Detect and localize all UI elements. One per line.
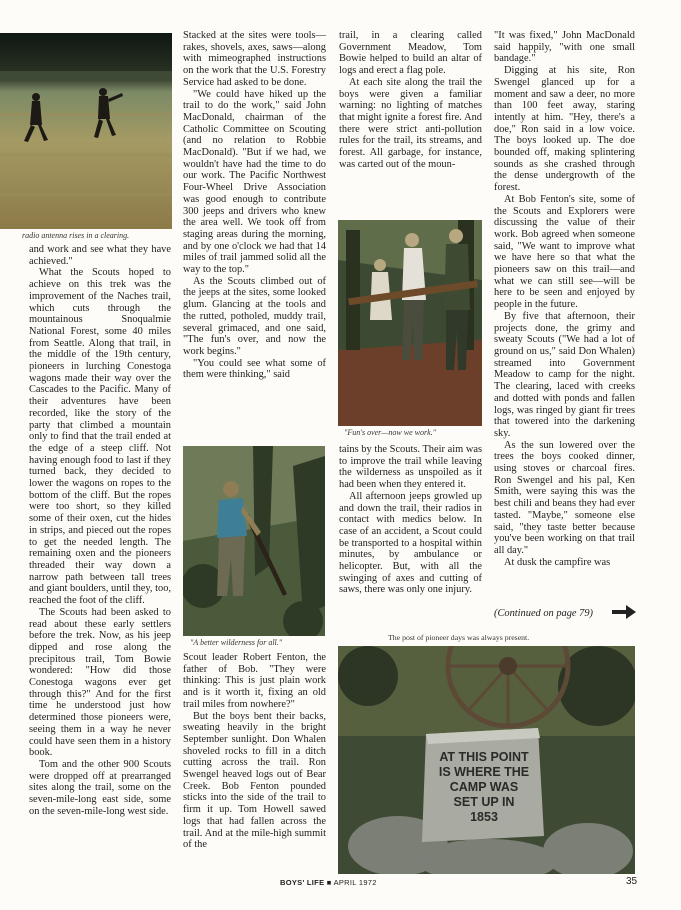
field-photo	[0, 33, 172, 229]
inscription-line: SET UP IN	[453, 795, 515, 809]
paragraph: But the boys bent their backs, sweating heavily in the bright September sunlight. Don Whalen shoveled rocks to fill in a ditch cutting across the trail. Ron Swengel heaved logs out of Bear Creek. Bob Fenton pounded sticks into the side of the trail to firm it up. Tom Howell sawed logs that had fallen across the trail. And at the mile-high summit of the	[183, 710, 326, 851]
marker-caption: The post of pioneer days was always present.	[388, 633, 530, 642]
column-4	[494, 30, 635, 568]
paragraph: "You could see what some of them were thinking," said	[183, 357, 326, 381]
scouts-photo	[338, 220, 482, 426]
column-2-top	[183, 30, 326, 381]
inscription-line: IS WHERE THE	[438, 765, 530, 779]
paragraph: "We could have hiked up the trail to do the work," said John MacDonald, chairman of the Catholic Committee on Scouting (and no relation to Robbie MacDonald). "But if we had, we wouldn't have had the time to do our work. The Pacific Northwest Four-Wheel Drive Association was good enough to contribute 300 jeeps and drivers who knew the area well. We took off from staging areas during the morning, and by one o'clock we had that 14 miles of trail jammed solid all the way to the top."	[183, 88, 326, 276]
paragraph: As the sun lowered over the trees the boys cooked dinner, using stoves or charcoal fires. Ron Swengel and his pal, Ken Smith, were saying this was the best chili and beans they had ever tasted. "Maybe," someone else said, "they taste better because you've been working on that trail all day."	[494, 439, 635, 556]
paragraph: As the Scouts climbed out of the jeeps at the sites, some looked glum. Glancing at the tools and the rutted, potholed, muddy trail, several grimaced, and one said, "The fun's over, and now the work begins."	[183, 275, 326, 357]
paragraph: What the Scouts hoped to achieve on this trek was the improvement of the Naches trail, which cuts through the mountainous Snoqualmie National Forest, some 40 miles from Seattle. Along that trail, in the middle of the 19th century, pioneers in lurching Conestoga wagons made their way over the Cascades to the Pacific. Many of their adventures have been recorded, like the story of the party that climbed a mountain only to find that the trail ended at the edge of a steep cliff. Not having enough food to last if they turned back, they decided to lower the wagons on ropes to the bottom of the cliff. But the ropes were too short, so they killed some of their oxen, cut the hides in strips, and pieced out the ropes to get the needed length. The remaining oxen and the pioneers threaded their way down a narrow path between tall trees and giant boulders, until they, too, reached the foot of the cliff.	[29, 267, 171, 607]
paragraph: Scout leader Robert Fenton, the father of Bob. "They were thinking: This is just plain work and is it worth it, fixing an old trail miles from nowhere?"	[183, 652, 326, 710]
arrow-right-icon	[612, 604, 636, 625]
issue-date: APRIL 1972	[333, 878, 377, 887]
paragraph: All afternoon jeeps growled up and down the trail, their radios in contact with medics below. In case of an accident, a Scout could be transported to a hospital within minutes, by ambulance or helicopter. But, with all the swinging of axes and cutting of saws, there was only one injury.	[339, 490, 482, 596]
paragraph: The Scouts had been asked to read about these early settlers before the trek. Now, as his jeep dipped and rose along the precipitous trail, Tom Bowie wondered: "How did those Conestoga wagons ever get through this?" And for the first time he understood just how determined those pioneers were, seeing them in a way he never could have seen them in a history book.	[29, 606, 171, 759]
column-3-top	[339, 30, 482, 170]
magazine-name: BOYS' LIFE	[280, 878, 325, 887]
footer	[280, 878, 377, 887]
column-3-bottom	[339, 444, 482, 596]
inscription-line: CAMP WAS	[449, 780, 519, 794]
paragraph: trail, in a clearing called Government Meadow, Tom Bowie helped to build an altar of logs and erect a flag pole.	[339, 30, 482, 77]
paragraph: Tom and the other 900 Scouts were dropped off at prearranged sites along the trail, some on the seven-mile-long east side, some on the seven-mile-long west side.	[29, 758, 171, 817]
field-caption: radio antenna rises in a clearing.	[22, 231, 130, 240]
separator-icon: ■	[326, 878, 334, 887]
paragraph: tains by the Scouts. Their aim was to improve the trail while leaving the wilderness as unspoiled as it had been when they entered it.	[339, 444, 482, 491]
marker-inscription	[428, 750, 540, 825]
inscription-line: AT THIS POINT	[439, 750, 529, 764]
column-2-bottom	[183, 652, 326, 851]
paragraph: Stacked at the sites were tools—rakes, shovels, axes, saws—along with mimeographed instructions on the work that the U.S. Forestry Service had asked to be done.	[183, 30, 326, 88]
paragraph: By five that afternoon, their projects done, the grimy and sweaty Scouts ("We had a lot of ground on us," said Don Whalen) streamed into Government Meadow to camp for the night. The clearing, laced with creeks and dotted with ponds and fallen logs, was ringed by giant fir trees that towered into the darkening sky.	[494, 310, 635, 439]
paragraph: and work and see what they have achieved."	[29, 244, 171, 267]
column-1	[29, 244, 171, 817]
worker-photo	[183, 446, 325, 636]
marker-photo	[338, 646, 635, 874]
paragraph: "It was fixed," John MacDonald said happily, "with one small bandage."	[494, 30, 635, 65]
paragraph: At Bob Fenton's site, some of the Scouts and Explorers were discussing the value of their work. Bob agreed when someone said, "We want to improve what we have here so that what the pioneers saw on this trail—and what we can still see—will be here to be seen and enjoyed by people in the future.	[494, 193, 635, 311]
paragraph: At each site along the trail the boys were given a familiar warning: no lighting of matches that might ignite a forest fire. And there were strict anti-pollution rules for the trail, its streams, and forest. All garbage, for instance, was carted out of the moun-	[339, 76, 482, 170]
worker-caption: "A better wilderness for all."	[190, 638, 283, 647]
paragraph: Digging at his site, Ron Swengel glanced up for a moment and saw a deer, no more than 100 feet away, staring intently at him. "Hey, there's a doe," Ron said in a low voice. The boys looked up. The doe bounded off, making splintering sounds as she crashed through the dense undergrowth of the forest.	[494, 65, 635, 194]
paragraph: At dusk the campfire was	[504, 556, 611, 568]
inscription-line: 1853	[470, 810, 498, 824]
page-number: 35	[626, 876, 638, 887]
scouts-caption: "Fun's over—now we work."	[344, 428, 436, 437]
continued-note: (Continued on page 79)	[494, 608, 593, 619]
